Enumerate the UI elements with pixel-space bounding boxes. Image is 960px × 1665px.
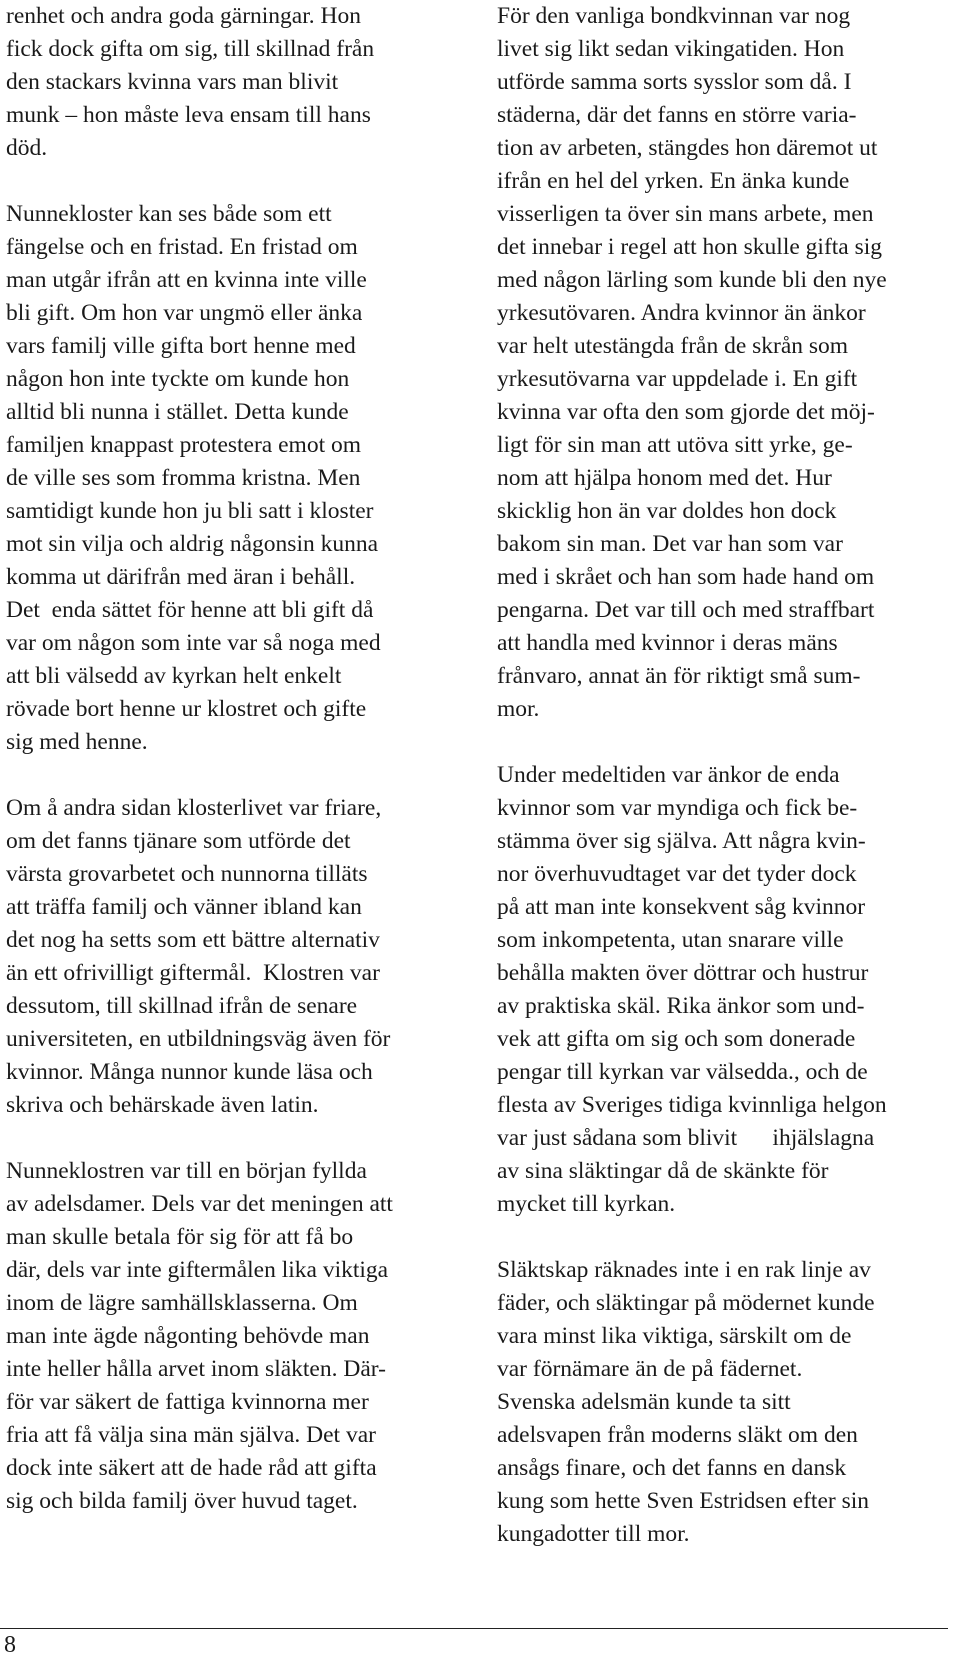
left-paragraph-1 xyxy=(6,0,456,165)
text-line: munk – hon måste leva ensam till hans xyxy=(6,102,371,128)
text-line: vek att gifta om sig och som donerade xyxy=(497,1026,856,1052)
text-line: Nunnekloster kan ses både som ett xyxy=(6,201,332,227)
text-line: för var säkert de fattiga kvinnorna mer xyxy=(6,1389,369,1415)
text-line: Nunneklostren var till en början fyllda xyxy=(6,1158,367,1184)
text-line: sig med henne. xyxy=(6,729,148,755)
text-line: än ett ofrivilligt giftermål. Klostren var xyxy=(6,960,380,986)
text-line: sig och bilda familj över huvud taget. xyxy=(6,1488,358,1514)
text-line: död. xyxy=(6,135,48,161)
text-line: fria att få välja sina män själva. Det var xyxy=(6,1422,376,1448)
text-line: att träffa familj och vänner ibland kan xyxy=(6,894,362,920)
text-line: var förnämare än de på fädernet. xyxy=(497,1356,803,1382)
text-line: alltid bli nunna i stället. Detta kunde xyxy=(6,399,349,425)
right-paragraph-3 xyxy=(497,1254,947,1551)
text-line: med någon lärling som kunde bli den nye xyxy=(497,267,887,293)
footer-divider xyxy=(0,1628,948,1629)
paragraph-gap xyxy=(497,1221,947,1254)
text-line: städerna, där det fanns en större varia- xyxy=(497,102,857,128)
text-line: var om någon som inte var så noga med xyxy=(6,630,381,656)
left-column xyxy=(6,0,456,1518)
text-line: pengar till kyrkan var välsedda., och de xyxy=(497,1059,868,1085)
text-line: att bli välsedd av kyrkan helt enkelt xyxy=(6,663,342,689)
text-line: adelsvapen från moderns släkt om den xyxy=(497,1422,858,1448)
text-line: dessutom, till skillnad ifrån de senare xyxy=(6,993,358,1019)
right-paragraph-2 xyxy=(497,759,947,1221)
text-line: dock inte säkert att de hade råd att gifta xyxy=(6,1455,377,1481)
text-line: skriva och behärskade även latin. xyxy=(6,1092,319,1118)
text-line: universiteten, en utbildningsväg även för xyxy=(6,1026,391,1052)
text-line: mor. xyxy=(497,696,540,722)
text-line: familjen knappast protestera emot om xyxy=(6,432,362,458)
text-line: på att man inte konsekvent såg kvinnor xyxy=(497,894,866,920)
text-line: kvinna var ofta den som gjorde det möj- xyxy=(497,399,875,425)
text-line: de ville ses som fromma kristna. Men xyxy=(6,465,361,491)
text-line: pengarna. Det var till och med straffbart xyxy=(497,597,875,623)
text-line: det innebar i regel att hon skulle gifta sig xyxy=(497,234,883,260)
text-line: samtidigt kunde hon ju bli satt i kloster xyxy=(6,498,374,524)
text-line: mot sin vilja och aldrig någonsin kunna xyxy=(6,531,379,557)
text-line: kungadotter till mor. xyxy=(497,1521,690,1547)
text-line: med i skrået och han som hade hand om xyxy=(497,564,875,590)
paragraph-gap xyxy=(6,165,456,198)
text-line: fick dock gifta om sig, till skillnad från xyxy=(6,36,375,62)
text-line: Släktskap räknades inte i en rak linje av xyxy=(497,1257,871,1283)
text-line: stämma över sig själva. Att några kvin- xyxy=(497,828,866,854)
text-line: fäder, och släktingar på mödernet kunde xyxy=(497,1290,875,1316)
page-number: 8 xyxy=(4,1632,16,1658)
text-line: av adelsdamer. Dels var det meningen att xyxy=(6,1191,393,1217)
paragraph-gap xyxy=(6,759,456,792)
paragraph-gap xyxy=(497,726,947,759)
text-line: Om å andra sidan klosterlivet var friare, xyxy=(6,795,382,821)
text-line: fängelse och en fristad. En fristad om xyxy=(6,234,358,260)
paragraph-gap xyxy=(6,1122,456,1155)
text-line: visserligen ta över sin mans arbete, men xyxy=(497,201,874,227)
text-line: skicklig hon än var doldes hon dock xyxy=(497,498,837,524)
text-line: Under medeltiden var änkor de enda xyxy=(497,762,840,788)
text-line: värsta grovarbetet och nunnorna tilläts xyxy=(6,861,368,887)
text-line: komma ut därifrån med äran i behåll. xyxy=(6,564,356,590)
left-paragraph-3 xyxy=(6,792,456,1122)
text-line: den stackars kvinna vars man blivit xyxy=(6,69,339,95)
right-paragraph-1 xyxy=(497,0,947,726)
text-line: som inkompetenta, utan snarare ville xyxy=(497,927,844,953)
text-line: mycket till kyrkan. xyxy=(497,1191,676,1217)
text-line: tion av arbeten, stängdes hon däremot ut xyxy=(497,135,878,161)
text-line: bakom sin man. Det var han som var xyxy=(497,531,843,557)
text-line: att handla med kvinnor i deras mäns xyxy=(497,630,838,656)
text-line: var just sådana som blivit ihjälslagna xyxy=(497,1125,875,1151)
text-line: någon hon inte tyckte om kunde hon xyxy=(6,366,350,392)
text-line: bli gift. Om hon var ungmö eller änka xyxy=(6,300,363,326)
text-line: ligt för sin man att utöva sitt yrke, ge- xyxy=(497,432,853,458)
text-line: om det fanns tjänare som utförde det xyxy=(6,828,351,854)
text-line: av praktiska skäl. Rika änkor som und- xyxy=(497,993,865,1019)
text-line: vara minst lika viktiga, särskilt om de xyxy=(497,1323,852,1349)
text-line: kung som hette Sven Estridsen efter sin xyxy=(497,1488,870,1514)
text-line: kvinnor som var myndiga och fick be- xyxy=(497,795,858,821)
text-line: Svenska adelsmän kunde ta sitt xyxy=(497,1389,791,1415)
left-paragraph-4 xyxy=(6,1155,456,1518)
text-line: yrkesutövarna var uppdelade i. En gift xyxy=(497,366,858,392)
text-line: ansågs finare, och det fanns en dansk xyxy=(497,1455,847,1481)
text-line: livet sig likt sedan vikingatiden. Hon xyxy=(497,36,845,62)
text-line: man utgår ifrån att en kvinna inte ville xyxy=(6,267,367,293)
text-line: frånvaro, annat än för riktigt små sum- xyxy=(497,663,861,689)
text-line: vars familj ville gifta bort henne med xyxy=(6,333,356,359)
text-line: Det enda sättet för henne att bli gift då xyxy=(6,597,374,623)
text-line: inom de lägre samhällsklasserna. Om xyxy=(6,1290,358,1316)
text-line: ifrån en hel del yrken. En änka kunde xyxy=(497,168,850,194)
text-line: utförde samma sorts sysslor som då. I xyxy=(497,69,852,95)
text-line: man skulle betala för sig för att få bo xyxy=(6,1224,354,1250)
text-line: För den vanliga bondkvinnan var nog xyxy=(497,3,851,29)
left-paragraph-2 xyxy=(6,198,456,759)
text-line: yrkesutövaren. Andra kvinnor än änkor xyxy=(497,300,866,326)
right-column xyxy=(497,0,947,1551)
text-line: renhet och andra goda gärningar. Hon xyxy=(6,3,361,29)
text-line: var helt utestängda från de skrån som xyxy=(497,333,849,359)
text-line: nom att hjälpa honom med det. Hur xyxy=(497,465,832,491)
text-line: behålla makten över döttrar och hustrur xyxy=(497,960,869,986)
text-line: flesta av Sveriges tidiga kvinnliga helgon xyxy=(497,1092,887,1118)
text-line: det nog ha setts som ett bättre alternativ xyxy=(6,927,380,953)
text-line: rövade bort henne ur klostret och gifte xyxy=(6,696,367,722)
text-line: där, dels var inte giftermålen lika viktiga xyxy=(6,1257,389,1283)
text-line: kvinnor. Många nunnor kunde läsa och xyxy=(6,1059,373,1085)
text-line: inte heller hålla arvet inom släkten. Där- xyxy=(6,1356,386,1382)
text-line: av sina släktingar då de skänkte för xyxy=(497,1158,829,1184)
text-line: man inte ägde någonting behövde man xyxy=(6,1323,370,1349)
text-line: nor överhuvudtaget var det tyder dock xyxy=(497,861,857,887)
